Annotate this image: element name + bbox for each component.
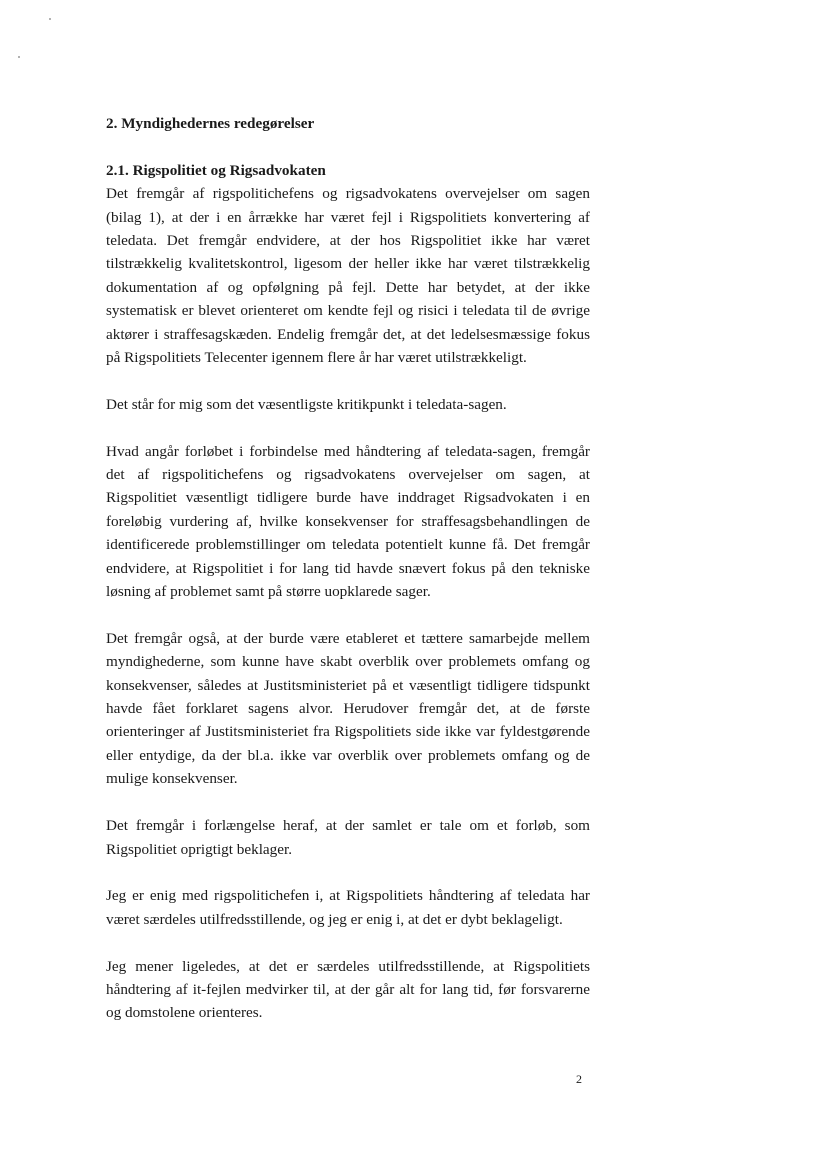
paragraph-3: Hvad angår forløbet i forbindelse med håndtering af teledata-sagen, fremgår det af rigspolitichefens og rigsadvokatens overvejelser om sagen, at Rigspolitiet væsentligt tidligere burde have inddraget Rigsadvokaten i en foreløbig vurdering af, hvilke konsekvenser for straffesagsbehandlingen de identificerede problemstillinger om teledata potentielt kunne få. Det fremgår endvidere, at Rigspolitiet i for lang tid havde snævert fokus på den tekniske løsning af problemet samt på større uopklarede sager. (106, 442, 590, 601)
paragraph-2: Det står for mig som det væsentligste kritikpunkt i teledata-sagen. (106, 395, 507, 413)
subsection-title: 2.1. Rigspolitiet og Rigsadvokaten (106, 161, 326, 179)
scan-speck (18, 56, 20, 58)
scan-speck (49, 18, 51, 20)
paragraph-5: Det fremgår i forlængelse heraf, at der samlet er tale om et forløb, som Rigspolitiet oprigtigt beklager. (106, 817, 590, 858)
page-number: 2 (576, 1072, 582, 1086)
paragraph-4: Det fremgår også, at der burde være etableret et tættere samarbejde mellem myndighederne, som kunne have skabt overblik over problemets omfang og konsekvenser, således at Justitsministeriet på et væsentligt tidligere tidspunkt havde fået forklaret sagens alvor. Herudover fremgår det, at de første orienteringer af Justitsministeriet fra Rigspolitiets side ikke var fyldestgørende eller entydige, da der bl.a. ikke var overblik over problemets omfang og de mulige konsekvenser. (106, 629, 590, 788)
paragraph-6: Jeg er enig med rigspolitichefen i, at Rigspolitiets håndtering af teledata har været særdeles utilfredsstillende, og jeg er enig i, at det er dybt beklageligt. (106, 887, 590, 928)
document-body (106, 112, 590, 1025)
section-title: 2. Myndighedernes redegørelser (106, 115, 315, 132)
paragraph-group (106, 393, 590, 1025)
paragraph-7: Jeg mener ligeledes, at det er særdeles utilfredsstillende, at Rigspolitiets håndtering af it-fejlen medvirker til, at der går alt for lang tid, før forsvarerne og domstolene orienteres. (106, 957, 590, 1022)
paragraph-1: Det fremgår af rigspolitichefens og rigsadvokatens overvejelser om sagen (bilag 1), at der i en årrække har været fejl i Rigspolitiets konvertering af teledata. Det fremgår endvidere, at der hos Rigspolitiet ikke har været tilstrækkelig kvalitetskontrol, ligesom der heller ikke har været tilstrækkelig dokumentation af og opfølgning på fejl. Dette har betydet, at der ikke systematisk er blevet orienteret om kendte fejl og risici i teledata til de øvrige aktører i straffesagskæden. Endelig fremgår det, at det ledelsesmæssige fokus på Rigspolitiets Telecenter igennem flere år har været utilstrækkeligt. (106, 185, 590, 367)
